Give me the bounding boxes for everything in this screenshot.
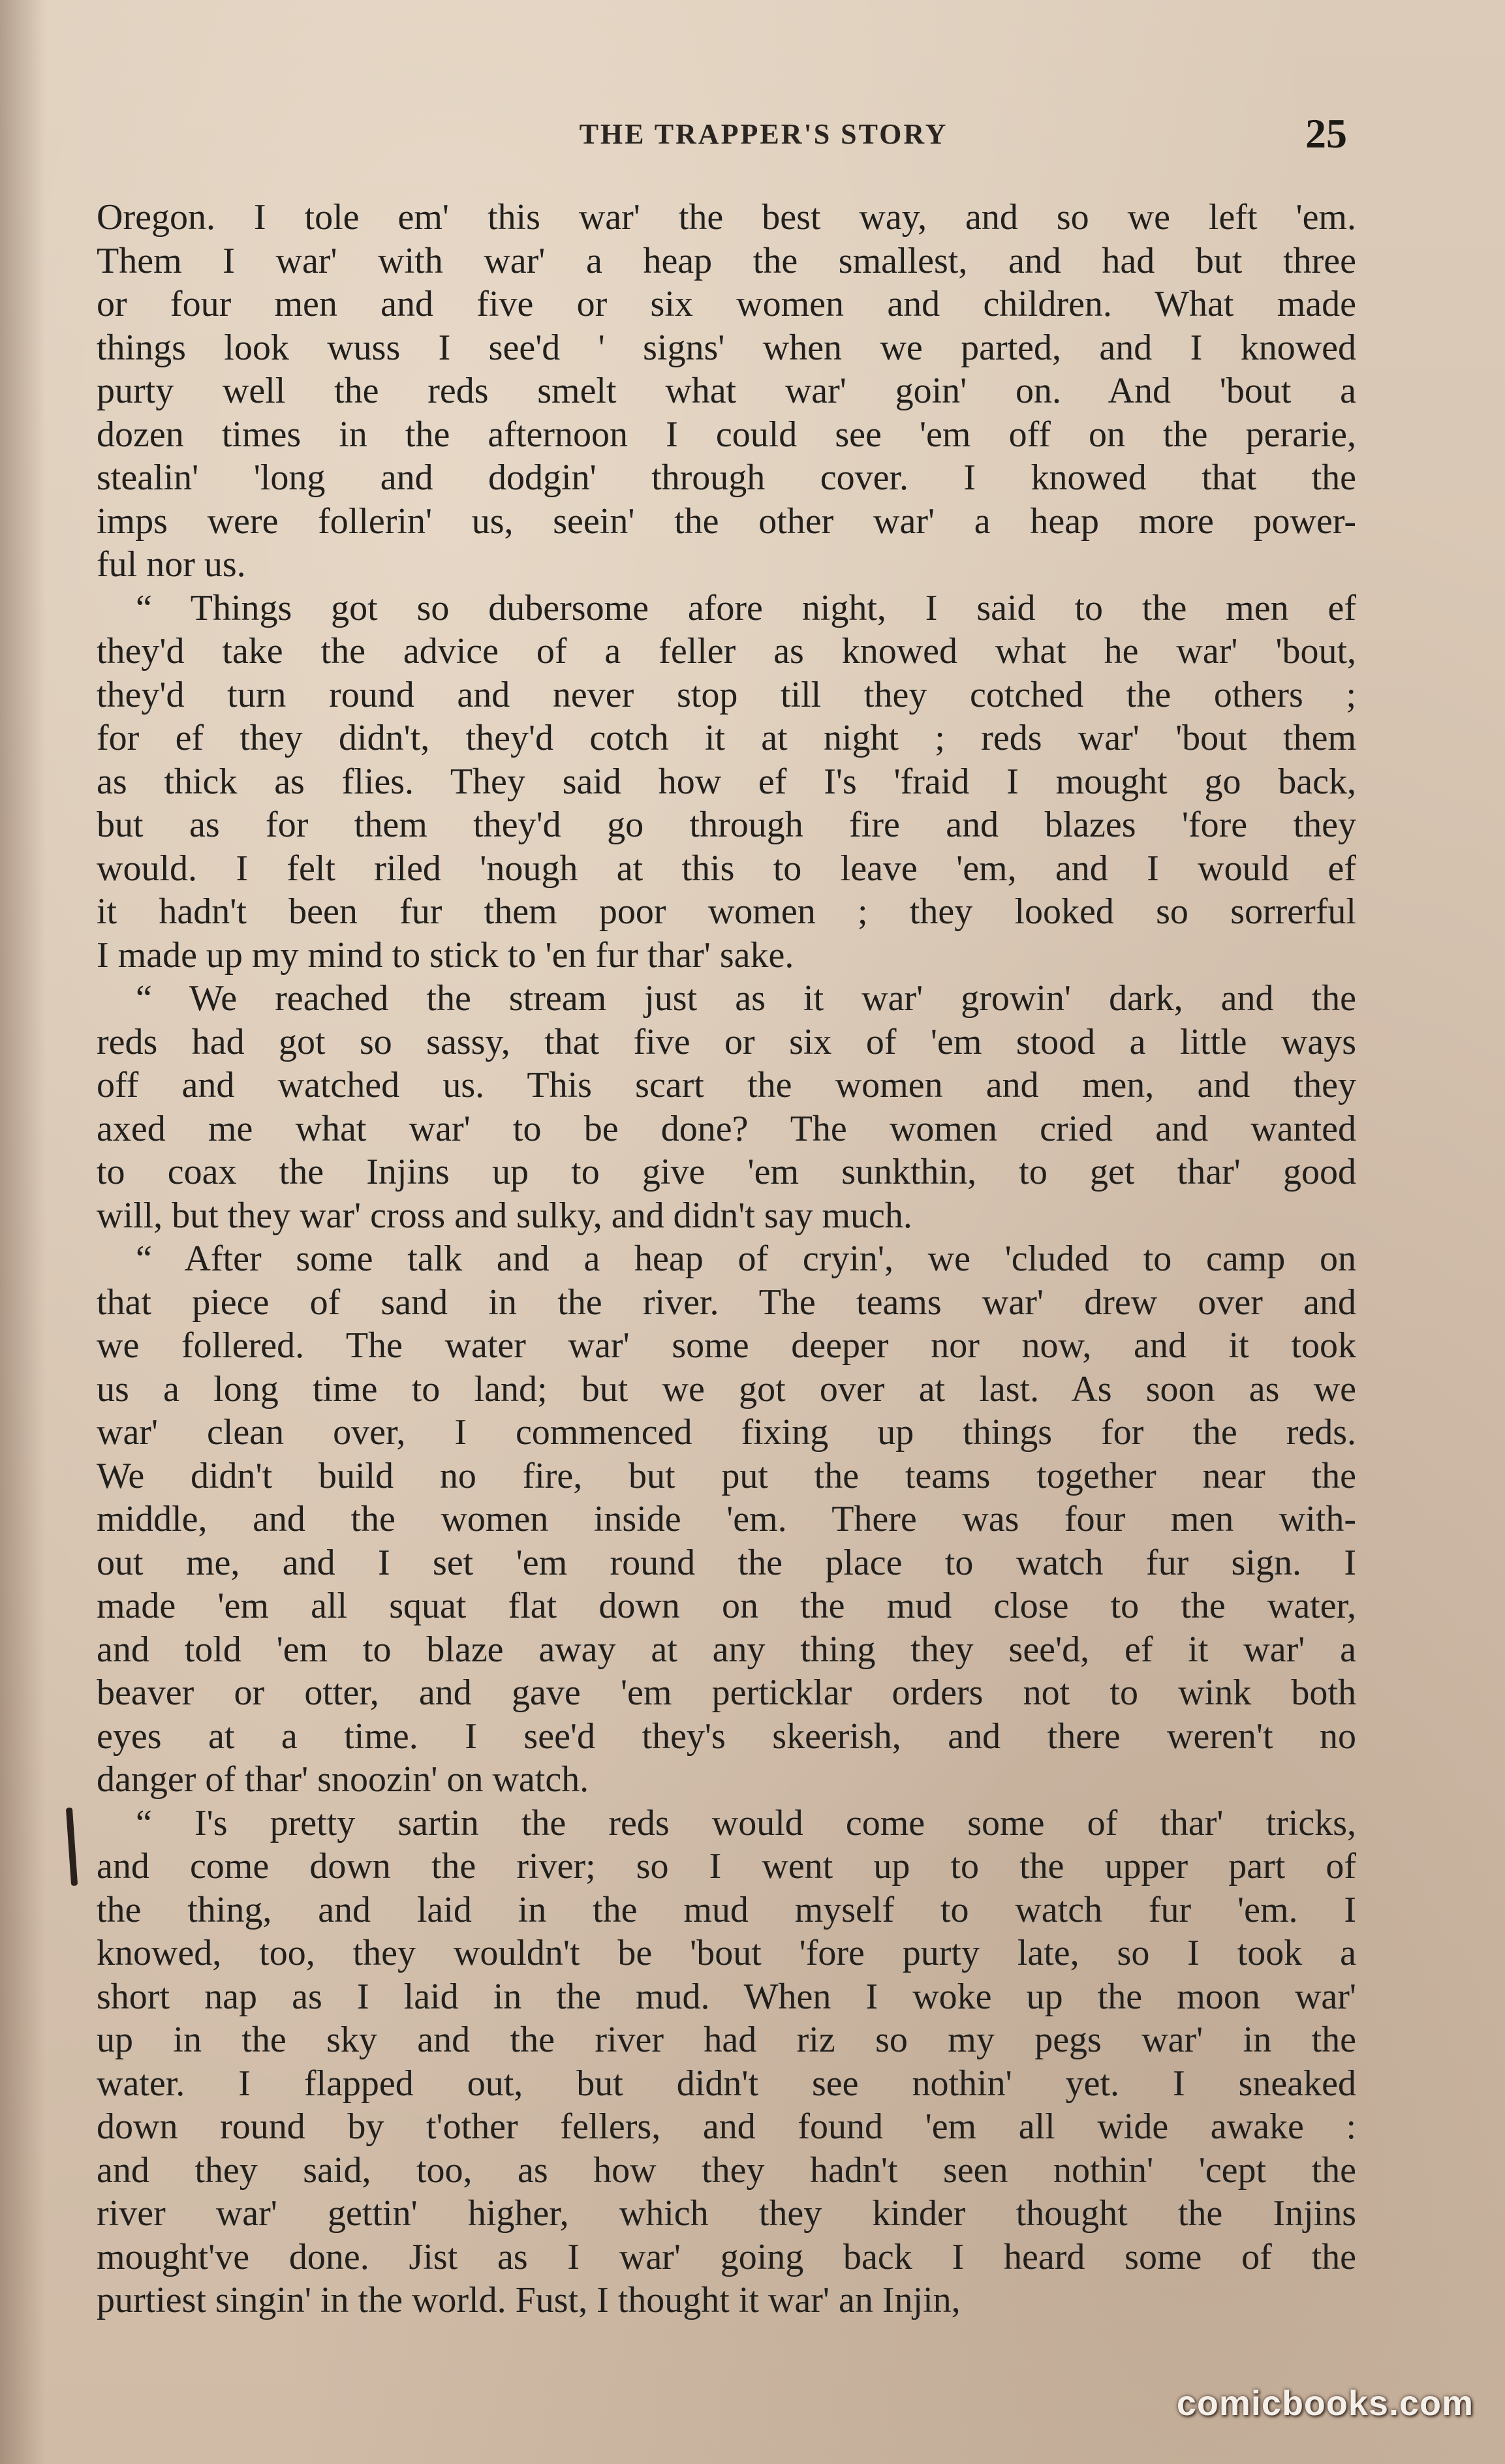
page-number: 25: [1305, 110, 1347, 157]
text-line: axed me what war' to be done? The women cried and wanted: [97, 1108, 1356, 1149]
text-line: stealin' 'long and dodgin' through cover. I knowed that the: [97, 457, 1356, 498]
text-line: “ We reached the stream just as it war' growin' dark, and the: [136, 978, 1356, 1019]
text-line: I made up my mind to stick to 'en fur thar' sake.: [97, 934, 794, 976]
paragraph: [97, 587, 1356, 978]
text-line: dozen times in the afternoon I could see 'em off on the perarie,: [97, 414, 1356, 455]
text-line: We didn't build no fire, but put the teams together near the: [97, 1455, 1356, 1496]
text-line: we follered. The water war' some deeper nor now, and it took: [97, 1325, 1356, 1366]
text-line: eyes at a time. I see'd they's skeerish, and there weren't no: [97, 1716, 1356, 1757]
paragraph: [97, 977, 1356, 1237]
text-line: they'd turn round and never stop till they cotched the others ;: [97, 674, 1356, 715]
text-line: things look wuss I see'd ' signs' when we parted, and I knowed: [97, 327, 1356, 368]
text-line: would. I felt riled 'nough at this to leave 'em, and I would ef: [97, 848, 1356, 889]
text-line: “ Things got so dubersome afore night, I said to the men ef: [136, 587, 1356, 628]
text-line: that piece of sand in the river. The teams war' drew over and: [97, 1282, 1356, 1323]
text-line: beaver or otter, and gave 'em perticklar orders not to wink both: [97, 1672, 1356, 1713]
text-line: and they said, too, as how they hadn't seen nothin' 'cept the: [97, 2149, 1356, 2191]
paragraph: [97, 196, 1356, 587]
text-line: or four men and five or six women and children. What made: [97, 284, 1356, 324]
text-line: ful nor us.: [97, 544, 246, 585]
text-line: short nap as I laid in the mud. When I woke up the moon war': [97, 1976, 1356, 2017]
text-line: out me, and I set 'em round the place to watch fur sign. I: [97, 1542, 1356, 1583]
text-line: but as for them they'd go through fire and blazes 'fore they: [97, 805, 1356, 845]
text-line: and told 'em to blaze away at any thing they see'd, ef it war' a: [97, 1629, 1356, 1670]
text-line: reds had got so sassy, that five or six of 'em stood a little ways: [97, 1021, 1356, 1062]
text-line: down round by t'other fellers, and found 'em all wide awake :: [97, 2106, 1356, 2147]
text-line: danger of thar' snoozin' on watch.: [97, 1759, 589, 1800]
text-line: purtiest singin' in the world. Fust, I thought it war' an Injin,: [97, 2280, 961, 2320]
text-line: to coax the Injins up to give 'em sunkthin, to get thar' good: [97, 1152, 1356, 1192]
text-line: up in the sky and the river had riz so my pegs war' in the: [97, 2020, 1356, 2060]
paragraph: [97, 1802, 1356, 2322]
text-line: water. I flapped out, but didn't see nothin' yet. I sneaked: [97, 2063, 1356, 2104]
text-line: Them I war' with war' a heap the smallest, and had but three: [97, 240, 1356, 281]
text-line: mought've done. Jist as I war' going back I heard some of the: [97, 2236, 1356, 2277]
text-line: war' clean over, I commenced fixing up things for the reds.: [97, 1412, 1356, 1453]
text-line: river war' gettin' higher, which they kinder thought the Injins: [97, 2193, 1356, 2234]
text-line: made 'em all squat flat down on the mud close to the water,: [97, 1586, 1356, 1626]
text-line: Oregon. I tole em' this war' the best way, and so we left 'em.: [97, 197, 1356, 238]
text-line: purty well the reds smelt what war' goin' on. And 'bout a: [97, 371, 1356, 411]
paragraph: [97, 1237, 1356, 1802]
text-line: off and watched us. This scart the women and men, and they: [97, 1065, 1356, 1105]
text-line: knowed, too, they wouldn't be 'bout 'fore purty late, so I took a: [97, 1933, 1356, 1973]
text-line: as thick as flies. They said how ef I's 'fraid I mought go back,: [97, 761, 1356, 802]
running-title: THE TRAPPER'S STORY: [579, 118, 948, 150]
site-watermark: comicbooks.com: [1176, 2384, 1474, 2423]
text-line: will, but they war' cross and sulky, and didn't say much.: [97, 1195, 912, 1236]
binding-shadow: [0, 0, 46, 2464]
text-line: “ After some talk and a heap of cryin', we 'cluded to camp on: [136, 1239, 1356, 1279]
body-text: [97, 196, 1356, 2322]
margin-pencil-mark: [66, 1808, 78, 1886]
text-line: us a long time to land; but we got over at last. As soon as we: [97, 1368, 1356, 1409]
text-line: for ef they didn't, they'd cotch it at night ; reds war' 'bout them: [97, 718, 1356, 758]
text-line: and come down the river; so I went up to the upper part of: [97, 1846, 1356, 1886]
text-line: “ I's pretty sartin the reds would come some of thar' tricks,: [136, 1802, 1356, 1843]
text-line: they'd take the advice of a feller as knowed what he war' 'bout,: [97, 631, 1356, 671]
text-line: imps were follerin' us, seein' the other war' a heap more power-: [97, 501, 1356, 542]
text-line: middle, and the women inside 'em. There was four men with-: [97, 1499, 1356, 1539]
text-line: it hadn't been fur them poor women ; they looked so sorrerful: [97, 891, 1356, 932]
text-line: the thing, and laid in the mud myself to watch fur 'em. I: [97, 1889, 1356, 1930]
